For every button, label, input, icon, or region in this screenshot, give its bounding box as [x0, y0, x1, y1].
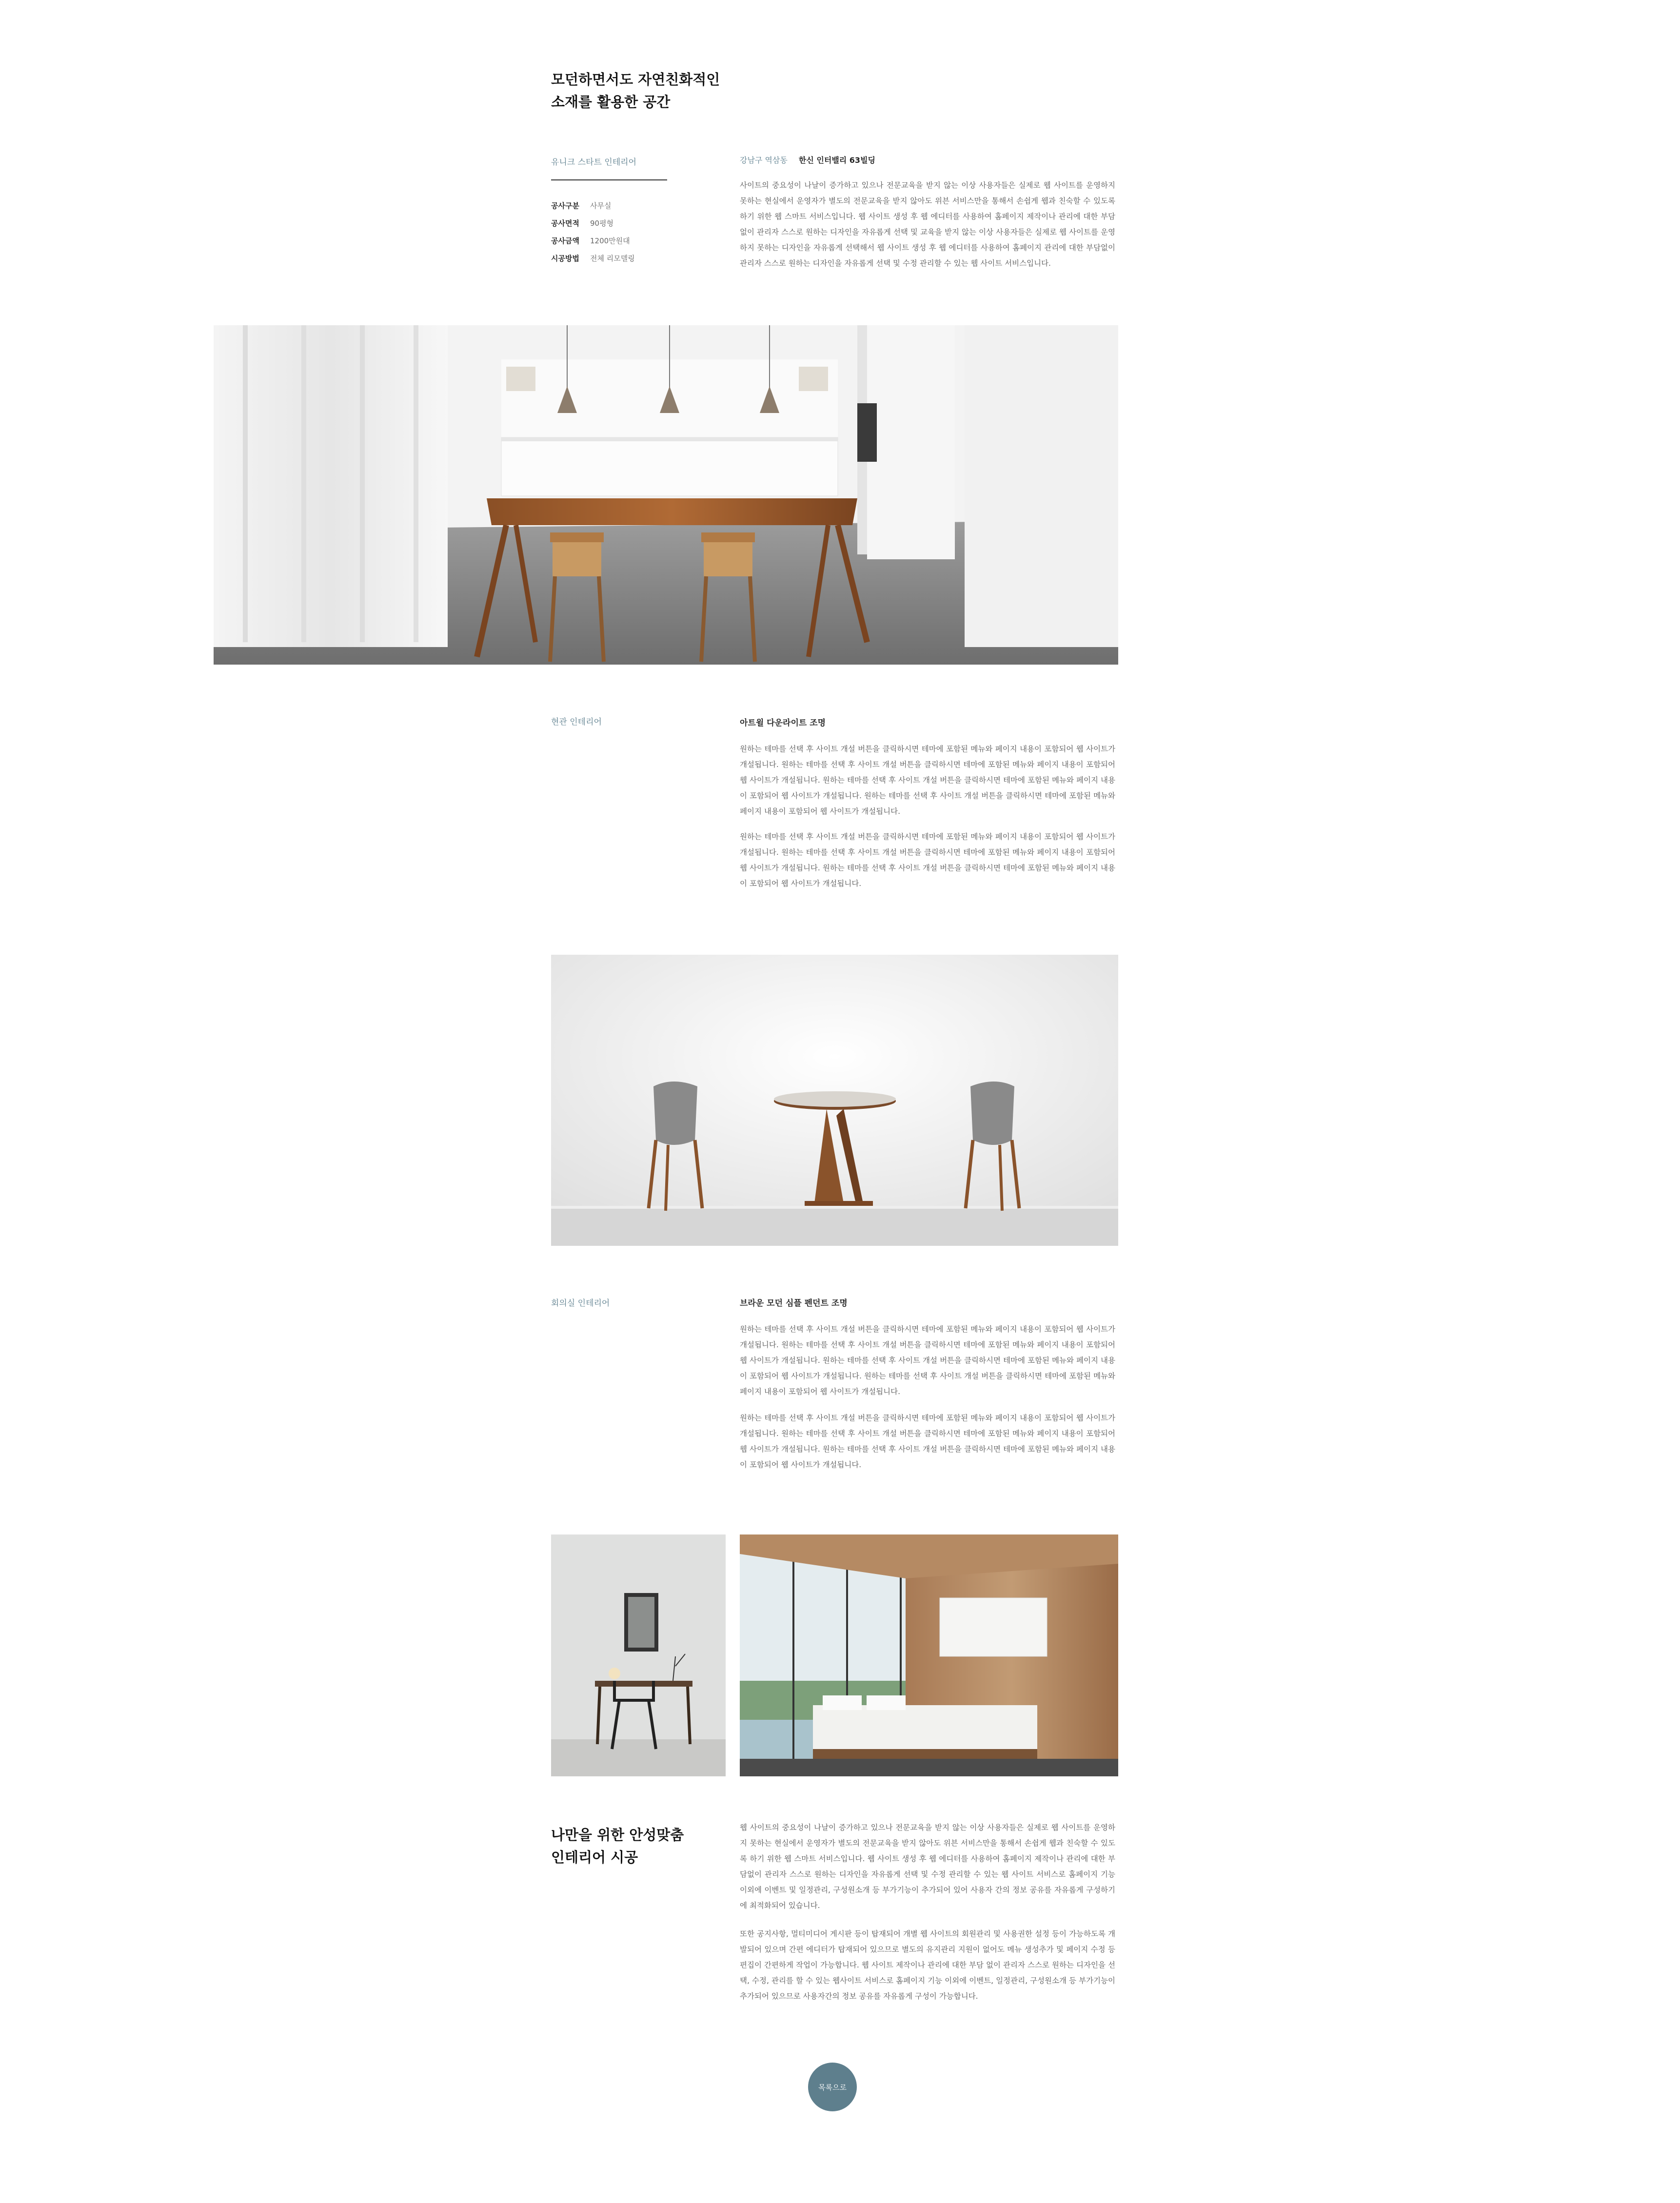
- location: 강남구 역삼동: [740, 156, 788, 165]
- back-to-list-button[interactable]: 목록으로: [808, 2063, 857, 2111]
- desk-image: [551, 1534, 726, 1776]
- spec-row: 공사면적 90평형: [551, 219, 614, 228]
- location-line: [740, 154, 875, 165]
- spec-row: 공사금액 1200만원대: [551, 236, 630, 245]
- divider: [551, 179, 667, 180]
- section-label-meeting-room: 회의실 인테리어: [551, 1298, 610, 1308]
- section-paragraph: 원하는 테마를 선택 후 사이트 개설 버튼을 클릭하시면 테마에 포함된 메뉴와 페이지 내용이 포함되어 웹 사이트가 개설됩니다. 원하는 테마를 선택 후 사이트 개설 버튼을 클릭하시면 테마에 포함된 메뉴와 페이지 내용이 포함되어 웹 사이트가 개설됩니다. 원하는 테마를 선택 후 사이트 개설 버튼을 클릭하시면 테마에 포함된 메뉴와 페이지 내용이 포함되어 웹 사이트가 개설됩니다.: [740, 1414, 1115, 1469]
- category-label: 유니크 스타트 인테리어: [551, 157, 637, 167]
- section-paragraph: 원하는 테마를 선택 후 사이트 개설 버튼을 클릭하시면 테마에 포함된 메뉴와 페이지 내용이 포함되어 웹 사이트가 개설됩니다. 원하는 테마를 선택 후 사이트 개설 버튼을 클릭하시면 테마에 포함된 메뉴와 페이지 내용이 포함되어 웹 사이트가 개설됩니다. 원하는 테마를 선택 후 사이트 개설 버튼을 클릭하시면 테마에 포함된 메뉴와 페이지 내용이 포함되어 웹 사이트가 개설됩니다. 원하는 테마를 선택 후 사이트 개설 버튼을 클릭하시면 테마에 포함된 메뉴와 페이지 내용이 포함되어 웹 사이트가 개설됩니다.: [740, 745, 1115, 816]
- outro-title: 나만을 위한 안성맞춤 인테리어 시공: [551, 1827, 684, 1866]
- outro-paragraph: 또한 공지사항, 멀티미디어 게시판 등이 탑재되어 개별 웹 사이트의 회원관리 및 사용권한 설정 등이 가능하도록 개발되어 있으며 간편 에디터가 탑재되어 있으므로 별도의 유지관리 지원이 없어도 메뉴 생성추가 및 페이지 수정 등 편집이 간편하게 작업이 가능합니다. 웹 사이트 제작이나 관리에 대한 부담 없이 관리자 스스로 원하는 디자인을 선택, 수정, 관리를 할 수 있는 웹사이트 서비스로 홈페이지 기능 이외에 이벤트, 일정관리, 구성원소개 등 부가기능이 추가되어 있으므로 사용자간의 정보 공유를 자유롭게 구성이 가능합니다.: [740, 1929, 1115, 2001]
- spec-row: 공사구분 사무실: [551, 201, 612, 210]
- outro-paragraph: 웹 사이트의 중요성이 나날이 증가하고 있으나 전문교육을 받지 않는 이상 사용자들은 실제로 웹 사이트를 운영하지 못하는 현실에서 운영자가 별도의 전문교육을 받지 않아도 위븐 서비스만을 통해서 손쉽게 웹과 친숙할 수 있도록 하기 위한 웹 스마트 서비스입니다. 웹 사이트 생성 후 웹 에디터를 사용하여 홈페이지 제작이나 관리에 대한 부담없이 관리자 스스로 원하는 디자인을 자유롭게 선택 및 수정 관리할 수 있는 웹 사이트 서비스로 홈페이지 기능 이외에 이벤트 및 일정관리, 구성원소개 등 부가기능이 추가되어 있어 사용자 간의 정보 공유를 자유롭게 구성하기에 최적화되어 있습니다.: [740, 1823, 1115, 1910]
- spec-row: 시공방법 전체 리모델링: [551, 254, 635, 263]
- section-label-entrance: 현관 인테리어: [551, 717, 602, 727]
- bedroom-image: [740, 1534, 1118, 1776]
- kitchen-dining-photo: [214, 325, 1118, 665]
- kitchen-dining-image: [214, 325, 1118, 665]
- desk-mirror-photo: [551, 1534, 726, 1776]
- section-paragraph: 원하는 테마를 선택 후 사이트 개설 버튼을 클릭하시면 테마에 포함된 메뉴와 페이지 내용이 포함되어 웹 사이트가 개설됩니다. 원하는 테마를 선택 후 사이트 개설 버튼을 클릭하시면 테마에 포함된 메뉴와 페이지 내용이 포함되어 웹 사이트가 개설됩니다. 원하는 테마를 선택 후 사이트 개설 버튼을 클릭하시면 테마에 포함된 메뉴와 페이지 내용이 포함되어 웹 사이트가 개설됩니다.: [740, 832, 1115, 888]
- section-heading: 브라운 모던 심플 펜던트 조명: [740, 1298, 848, 1308]
- intro-description: 사이트의 중요성이 나날이 증가하고 있으나 전문교육을 받지 않는 이상 사용자들은 실제로 웹 사이트를 운영하지 못하는 현실에서 운영자가 별도의 전문교육을 받지 않아도 위븐 서비스만을 통해서 손쉽게 웹과 친숙할 수 있도록 하기 위한 웹 스마트 서비스입니다. 웹 사이트 생성 후 웹 에디터를 사용하여 홈페이지 제작이나 관리에 대한 부담없이 관리자 스스로 원하는 디자인을 자유롭게 선택 및 교육을 받지 않는 이상 사용자들은 실제로 웹 사이트를 운영하지 못하는 디자인을 자유롭게 선택해서 웹 사이트 생성 후 웹 에디터를 사용하여 홈페이지 관리에 대한 부담없이 관리자 스스로 원하는 디자인을 자유롭게 선택 및 수정 관리할 수 있는 웹 사이트 서비스입니다.: [740, 181, 1115, 268]
- section-paragraph: 원하는 테마를 선택 후 사이트 개설 버튼을 클릭하시면 테마에 포함된 메뉴와 페이지 내용이 포함되어 웹 사이트가 개설됩니다. 원하는 테마를 선택 후 사이트 개설 버튼을 클릭하시면 테마에 포함된 메뉴와 페이지 내용이 포함되어 웹 사이트가 개설됩니다. 원하는 테마를 선택 후 사이트 개설 버튼을 클릭하시면 테마에 포함된 메뉴와 페이지 내용이 포함되어 웹 사이트가 개설됩니다. 원하는 테마를 선택 후 사이트 개설 버튼을 클릭하시면 테마에 포함된 메뉴와 페이지 내용이 포함되어 웹 사이트가 개설됩니다.: [740, 1325, 1115, 1396]
- spec-list: [551, 197, 697, 267]
- section-heading: 아트윌 다운라이트 조명: [740, 718, 826, 728]
- building: 한신 인터밸리 63빌딩: [798, 156, 875, 165]
- page-title: 모던하면서도 자연친화적인 소재를 활용한 공간: [551, 71, 720, 110]
- table-chairs-image: [551, 955, 1118, 1246]
- wood-bedroom-photo: [740, 1534, 1118, 1776]
- round-table-chairs-photo: [551, 955, 1118, 1246]
